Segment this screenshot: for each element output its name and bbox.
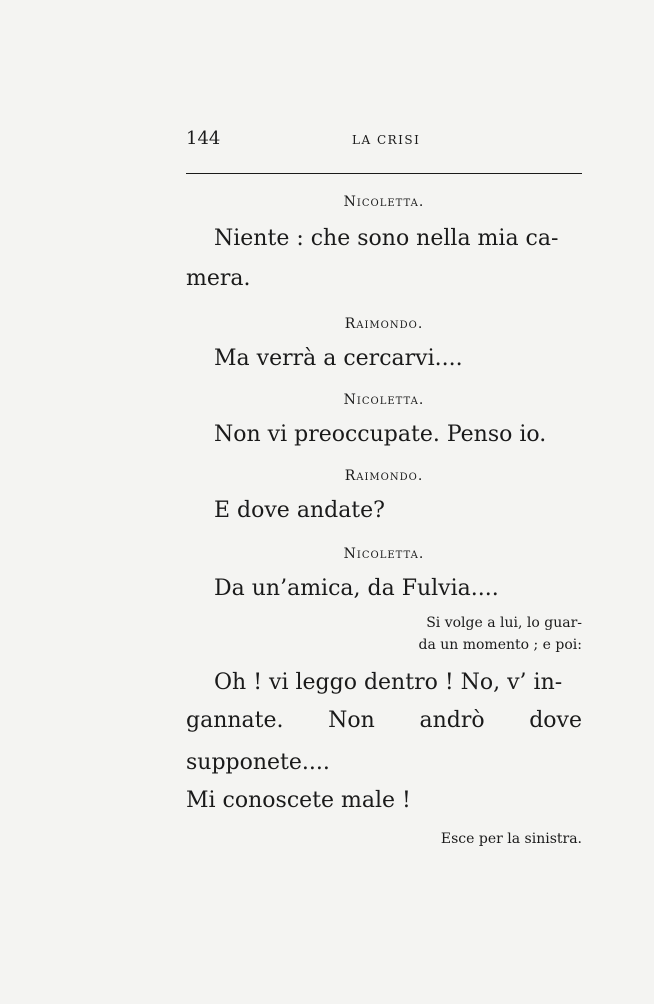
- dialogue-text: [186, 192, 582, 850]
- speaker-name: Nicoletta.: [343, 546, 425, 562]
- dialogue-line: mera.: [186, 266, 251, 291]
- stage-direction: Si volge a lui, lo guar-: [426, 615, 582, 631]
- speaker-name: Raimondo.: [344, 468, 424, 484]
- dialogue-line: Oh ! vi leggo dentro ! No, v’ in-: [214, 670, 563, 695]
- dialogue-line: Ma verrà a cercarvi....: [214, 346, 463, 371]
- dialogue-line: Niente : che sono nella mia ca-: [214, 226, 559, 251]
- header-rule: [186, 173, 582, 174]
- speaker-name: Nicoletta.: [343, 194, 425, 210]
- running-title: LA CRISI: [352, 133, 421, 147]
- stage-direction: da un momento ; e poi:: [418, 637, 582, 653]
- page-header: [186, 128, 582, 150]
- dialogue-line: E dove andate?: [214, 498, 385, 523]
- dialogue-line: Non vi preoccupate. Penso io.: [214, 422, 547, 447]
- dialogue-line: Da un’amica, da Fulvia....: [214, 576, 499, 601]
- page-number: 144: [186, 128, 221, 149]
- speaker-name: Raimondo.: [344, 316, 424, 332]
- dialogue-line: gannate. Non andrò dove supponete....: [186, 708, 582, 775]
- stage-direction: Esce per la sinistra.: [440, 831, 582, 847]
- dialogue-line: Mi conoscete male !: [186, 788, 411, 813]
- speaker-name: Nicoletta.: [343, 392, 425, 408]
